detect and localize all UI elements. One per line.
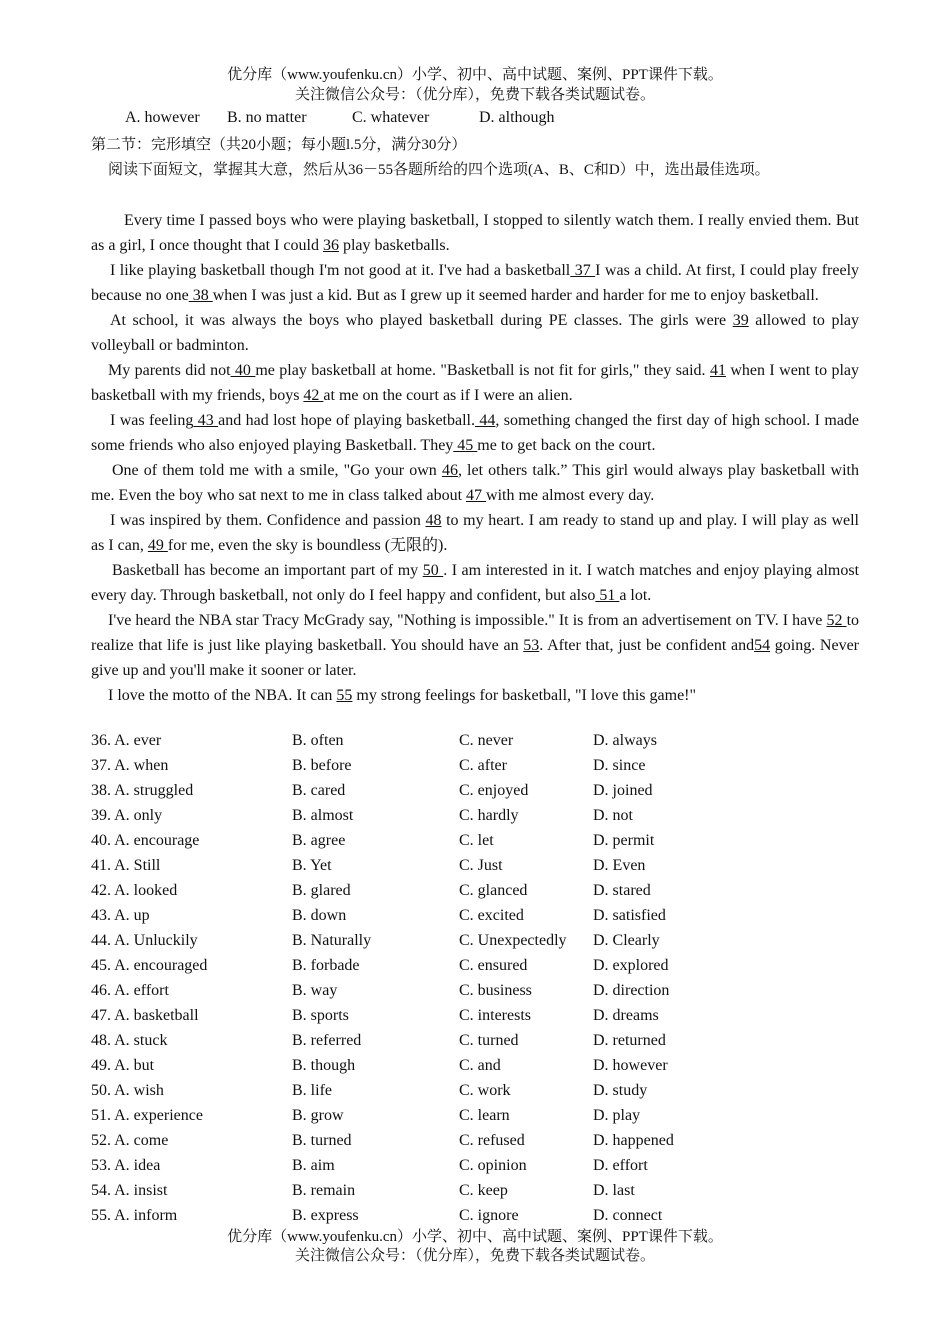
option-d: D. since bbox=[593, 757, 646, 774]
blank-40: 40 bbox=[230, 362, 256, 379]
text: with me almost every day. bbox=[486, 487, 655, 504]
option-d: D. satisfied bbox=[593, 907, 666, 924]
option-c: C. work bbox=[459, 1082, 511, 1099]
prev-option-c: C. whatever bbox=[352, 109, 430, 126]
text: me to get back on the court. bbox=[477, 437, 656, 454]
text: going. Never give up and you'll make it sooner or later. bbox=[91, 637, 860, 679]
option-a: 52. A. come bbox=[91, 1132, 169, 1149]
option-a: 44. A. Unluckily bbox=[91, 932, 198, 949]
option-b: B. Naturally bbox=[292, 932, 372, 949]
option-a: 50. A. wish bbox=[91, 1082, 164, 1099]
option-b: B. referred bbox=[292, 1032, 362, 1049]
option-d: D. effort bbox=[593, 1157, 648, 1174]
option-b: B. before bbox=[292, 757, 352, 774]
option-b: B. remain bbox=[292, 1182, 356, 1199]
option-c: C. keep bbox=[459, 1182, 508, 1199]
text: , let others talk.” This girl would always play basketball with me. Even the boy who sat next to me in class talked about bbox=[91, 462, 860, 504]
option-c: C. learn bbox=[459, 1107, 510, 1124]
option-d: D. returned bbox=[593, 1032, 666, 1049]
blank-37: 37 bbox=[570, 262, 596, 279]
option-c: C. ignore bbox=[459, 1207, 519, 1224]
prev-option-d: D. although bbox=[479, 109, 555, 126]
text: I was inspired by them. Confidence and passion bbox=[110, 512, 426, 529]
blank-46: 46 bbox=[441, 462, 458, 479]
option-d: D. play bbox=[593, 1107, 641, 1124]
option-d: D. always bbox=[593, 732, 657, 749]
paragraph bbox=[91, 508, 859, 558]
text: when I went to play basketball with my friends, boys bbox=[91, 362, 860, 404]
blank-44: 44 bbox=[475, 412, 496, 429]
text: . I am interested in it. I watch matches and enjoy playing almost every day. Through basketball, not only do I feel happy and confident, but also bbox=[91, 562, 860, 604]
option-d: D. study bbox=[593, 1082, 648, 1099]
option-c: C. ensured bbox=[459, 957, 528, 974]
option-b: B. often bbox=[292, 732, 344, 749]
option-b: B. way bbox=[292, 982, 338, 999]
section-title: 第二节：完形填空（共20小题；每小题l.5分，满分30分） bbox=[91, 137, 467, 153]
footer-line-1: 优分库（www.youfenku.cn）小学、初中、高中试题、案例、PPT课件下载。 bbox=[227, 1229, 723, 1245]
paragraph bbox=[91, 458, 859, 508]
option-a: 53. A. idea bbox=[91, 1157, 161, 1174]
text: my strong feelings for basketball, "I love this game!" bbox=[352, 687, 697, 704]
option-d: D. permit bbox=[593, 832, 655, 849]
option-a: 46. A. effort bbox=[91, 982, 169, 999]
text: My parents did not bbox=[108, 362, 231, 379]
paragraph bbox=[91, 358, 859, 408]
blank-41: 41 bbox=[709, 362, 726, 379]
previous-question-options bbox=[125, 109, 555, 127]
blank-48: 48 bbox=[425, 512, 442, 529]
option-c: C. opinion bbox=[459, 1157, 527, 1174]
text: , something changed the first day of high school. I made some friends who also enjoyed playing Basketball. They bbox=[91, 412, 860, 454]
option-b: B. express bbox=[292, 1207, 359, 1224]
option-d: D. stared bbox=[593, 882, 651, 899]
paragraph bbox=[91, 258, 859, 308]
paragraph bbox=[91, 683, 859, 708]
option-a: 45. A. encouraged bbox=[91, 957, 208, 974]
header-line-2: 关注微信公众号：（优分库），免费下载各类试题试卷。 bbox=[294, 87, 655, 103]
option-a: 38. A. struggled bbox=[91, 782, 194, 799]
option-c: C. Unexpectedly bbox=[459, 932, 567, 949]
paragraph bbox=[91, 308, 859, 358]
blank-54: 54 bbox=[754, 637, 771, 654]
option-a: 36. A. ever bbox=[91, 732, 162, 749]
text: I was feeling bbox=[110, 412, 194, 429]
option-a: 40. A. encourage bbox=[91, 832, 200, 849]
option-b: B. almost bbox=[292, 807, 354, 824]
paragraph bbox=[91, 208, 859, 258]
blank-38: 38 bbox=[188, 287, 213, 304]
text: me play basketball at home. "Basketball is not fit for girls," they said. bbox=[255, 362, 710, 379]
prev-option-b: B. no matter bbox=[227, 109, 307, 126]
blank-45: 45 bbox=[453, 437, 478, 454]
option-c: C. never bbox=[459, 732, 514, 749]
option-b: B. sports bbox=[292, 1007, 349, 1024]
blank-36: 36 bbox=[322, 237, 339, 254]
option-c: C. let bbox=[459, 832, 494, 849]
option-c: C. and bbox=[459, 1057, 501, 1074]
option-c: C. glanced bbox=[459, 882, 528, 899]
text: I've heard the NBA star Tracy McGrady say, "Nothing is impossible." It is from an advertisement on TV. I have bbox=[108, 612, 827, 629]
option-b: B. though bbox=[292, 1057, 356, 1074]
option-d: D. happened bbox=[593, 1132, 674, 1149]
option-d: D. explored bbox=[593, 957, 669, 974]
text: One of them told me with a smile, "Go your own bbox=[112, 462, 442, 479]
text: . After that, just be confident and bbox=[539, 637, 755, 654]
option-c: C. turned bbox=[459, 1032, 519, 1049]
option-d: D. however bbox=[593, 1057, 668, 1074]
cloze-passage bbox=[91, 208, 859, 708]
option-b: B. grow bbox=[292, 1107, 344, 1124]
option-d: D. Clearly bbox=[593, 932, 660, 949]
option-a: 39. A. only bbox=[91, 807, 163, 824]
option-a: 51. A. experience bbox=[91, 1107, 203, 1124]
option-d: D. connect bbox=[593, 1207, 663, 1224]
blank-52: 52 bbox=[826, 612, 847, 629]
blank-39: 39 bbox=[732, 312, 749, 329]
blank-50: 50 bbox=[422, 562, 444, 579]
instructions: 阅读下面短文，掌握其大意，然后从36－55各题所给的四个选项(A、B、C和D）中，选出最佳选项。 bbox=[108, 162, 770, 178]
option-a: 48. A. stuck bbox=[91, 1032, 168, 1049]
option-c: C. excited bbox=[459, 907, 524, 924]
text: At school, it was always the boys who played basketball during PE classes. The girls were bbox=[110, 312, 733, 329]
option-b: B. agree bbox=[292, 832, 346, 849]
paragraph bbox=[91, 558, 859, 608]
option-d: D. last bbox=[593, 1182, 635, 1199]
text: I was a child. At first, I could play freely because no one bbox=[91, 262, 860, 304]
prev-option-a: A. however bbox=[125, 109, 200, 126]
text: a lot. bbox=[619, 587, 652, 604]
option-d: D. joined bbox=[593, 782, 653, 799]
paragraph bbox=[91, 608, 859, 683]
footer-line-2: 关注微信公众号：（优分库），免费下载各类试题试卷。 bbox=[294, 1248, 655, 1264]
option-b: B. aim bbox=[292, 1157, 335, 1174]
text: and had lost hope of playing basketball. bbox=[218, 412, 475, 429]
blank-51: 51 bbox=[595, 587, 620, 604]
header-line-1: 优分库（www.youfenku.cn）小学、初中、高中试题、案例、PPT课件下载。 bbox=[227, 67, 723, 83]
text: to realize that life is just like playing basketball. You should have an bbox=[91, 612, 860, 654]
text: Every time I passed boys who were playing basketball, I stopped to silently watch them. I really envied them. But as a girl, I once thought that I could bbox=[91, 212, 859, 254]
option-a: 42. A. looked bbox=[91, 882, 178, 899]
blank-55: 55 bbox=[336, 687, 353, 704]
text: I love the motto of the NBA. It can bbox=[108, 687, 337, 704]
option-c: C. Just bbox=[459, 857, 503, 874]
blank-47: 47 bbox=[466, 487, 487, 504]
text: play basketballs. bbox=[338, 237, 450, 254]
text: Basketball has become an important part of my bbox=[112, 562, 423, 579]
text: allowed to play volleyball or badminton. bbox=[91, 312, 860, 354]
option-b: B. turned bbox=[292, 1132, 352, 1149]
option-c: C. hardly bbox=[459, 807, 519, 824]
option-c: C. refused bbox=[459, 1132, 525, 1149]
option-c: C. interests bbox=[459, 1007, 531, 1024]
option-a: 47. A. basketball bbox=[91, 1007, 199, 1024]
option-a: 55. A. inform bbox=[91, 1207, 178, 1224]
option-c: C. business bbox=[459, 982, 532, 999]
option-b: B. cared bbox=[292, 782, 346, 799]
option-d: D. not bbox=[593, 807, 633, 824]
blank-43: 43 bbox=[193, 412, 219, 429]
option-b: B. life bbox=[292, 1082, 332, 1099]
paragraph bbox=[91, 408, 859, 458]
option-d: D. Even bbox=[593, 857, 646, 874]
blank-49: 49 bbox=[147, 537, 168, 554]
blank-53: 53 bbox=[523, 637, 540, 654]
option-a: 41. A. Still bbox=[91, 857, 161, 874]
option-c: C. enjoyed bbox=[459, 782, 529, 799]
text: when I was just a kid. But as I grew up it seemed harder and harder for me to enjoy basketball. bbox=[212, 287, 819, 304]
option-d: D. dreams bbox=[593, 1007, 659, 1024]
option-a: 54. A. insist bbox=[91, 1182, 168, 1199]
text: I like playing basketball though I'm not good at it. I've had a basketball bbox=[110, 262, 571, 279]
option-a: 37. A. when bbox=[91, 757, 169, 774]
option-d: D. direction bbox=[593, 982, 670, 999]
text: to my heart. I am ready to stand up and play. I will play as well as I can, bbox=[91, 512, 859, 554]
option-b: B. glared bbox=[292, 882, 351, 899]
option-b: B. down bbox=[292, 907, 347, 924]
option-b: B. forbade bbox=[292, 957, 360, 974]
text: for me, even the sky is boundless (无限的). bbox=[167, 537, 448, 554]
option-a: 43. A. up bbox=[91, 907, 150, 924]
blank-42: 42 bbox=[303, 387, 324, 404]
option-c: C. after bbox=[459, 757, 507, 774]
option-a: 49. A. but bbox=[91, 1057, 155, 1074]
option-b: B. Yet bbox=[292, 857, 332, 874]
text: at me on the court as if I were an alien. bbox=[323, 387, 573, 404]
